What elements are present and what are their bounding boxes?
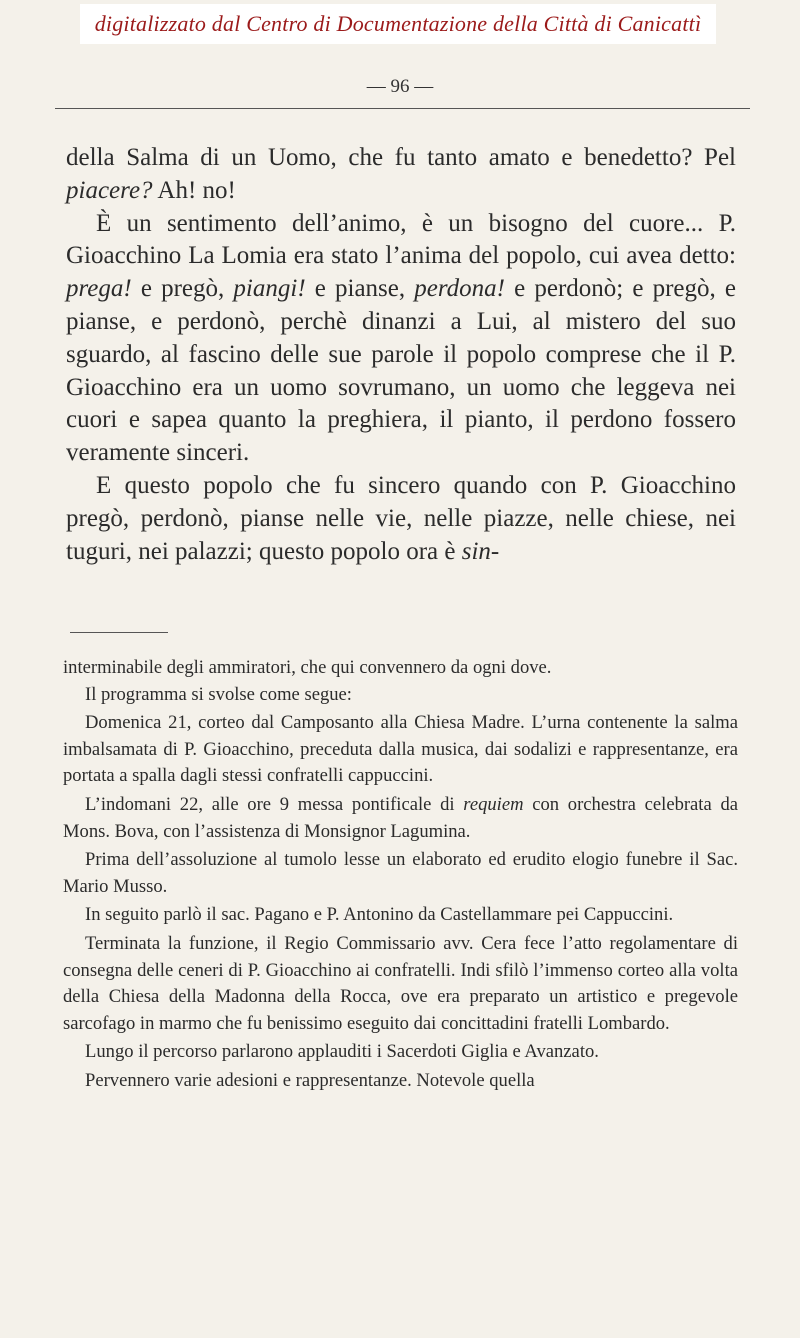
italic-word: piacere? (66, 176, 153, 204)
banner-text: digitalizzato dal Centro di Documentazione della Città di Canicattì (94, 11, 702, 36)
footnote-rule (70, 632, 168, 633)
footnote-line: Pervennero varie adesioni e rappresentanze. Notevole quella (85, 1069, 535, 1091)
footnotes (63, 655, 738, 1097)
italic-word: sin- (461, 537, 500, 565)
paragraph-3: E questo popolo che fu sincero quando con P. Gioacchino pregò, perdonò, pianse nelle vie, nelle piazze, nelle chiese, nei tuguri, nei palazzi; questo popolo ora è sin- (66, 471, 736, 565)
paragraph-1: della Salma di un Uomo, che fu tanto amato e benedetto? Pel piacere? Ah! no! (66, 144, 736, 204)
digitization-banner (80, 4, 716, 44)
footnote-line: Lungo il percorso parlarono applauditi i Sacerdoti Giglia e Avanzato. (85, 1041, 599, 1063)
italic-word: perdona! (414, 275, 505, 303)
footnote-line: Domenica 21, corteo dal Camposanto alla Chiesa Madre. L’urna contenente la salma imbalsamata di P. Gioacchino, preceduta dalla musica, dai sodalizi e rappresentanze, era portata a spalla dagli stessi confratelli cappuccini. (63, 712, 738, 787)
footnote-line: Terminata la funzione, il Regio Commissario avv. Cera fece l’atto regolamentare di consegna delle ceneri di P. Gioacchino ai confratelli. Indi sfilò l’immenso corteo alla volta della Chiesa della Madonna della Rocca, ove era preparato un artistico e pregevole sarcofago in marmo che fu benissimo eseguito dai concittadini fratelli Lombardo. (63, 932, 738, 1034)
italic-word: piangi! (233, 275, 306, 303)
footnote-line: interminabile degli ammiratori, che qui convennero da ogni dove. (63, 657, 552, 678)
main-text (66, 142, 736, 568)
page-number: — 96 — (366, 76, 434, 97)
italic-word: prega! (66, 275, 132, 303)
footnote-line: Il programma si svolse come segue: (85, 683, 352, 705)
footnote-line: Prima dell’assoluzione al tumolo lesse un elaborato ed erudito elogio funebre il Sac. Mario Musso. (63, 849, 738, 897)
italic-word: requiem (463, 793, 524, 815)
footnote-line: In seguito parlò il sac. Pagano e P. Antonino da Castellammare pei Cappuccini. (85, 904, 674, 926)
header-rule (55, 108, 750, 109)
footnote-line: L’indomani 22, alle ore 9 messa pontificale di requiem con orchestra celebrata da Mons. Bova, con l’assistenza di Monsignor Lagumina. (63, 793, 738, 842)
paragraph-2: È un sentimento dell’animo, è un bisogno del cuore... P. Gioacchino La Lomia era stato l’anima del popolo, cui avea detto: prega! e pregò, piangi! e pianse, perdona! e perdonò; e pregò, e pianse, e perdonò, perchè dinanzi a Lui, al mistero del suo sguardo, al fascino delle sue parole il popolo comprese che il P. Gioacchino era un uomo sovrumano, un uomo che leggeva nei cuori e sapea quanto la preghiera, il pianto, il perdono fossero veramente sinceri. (66, 209, 737, 467)
